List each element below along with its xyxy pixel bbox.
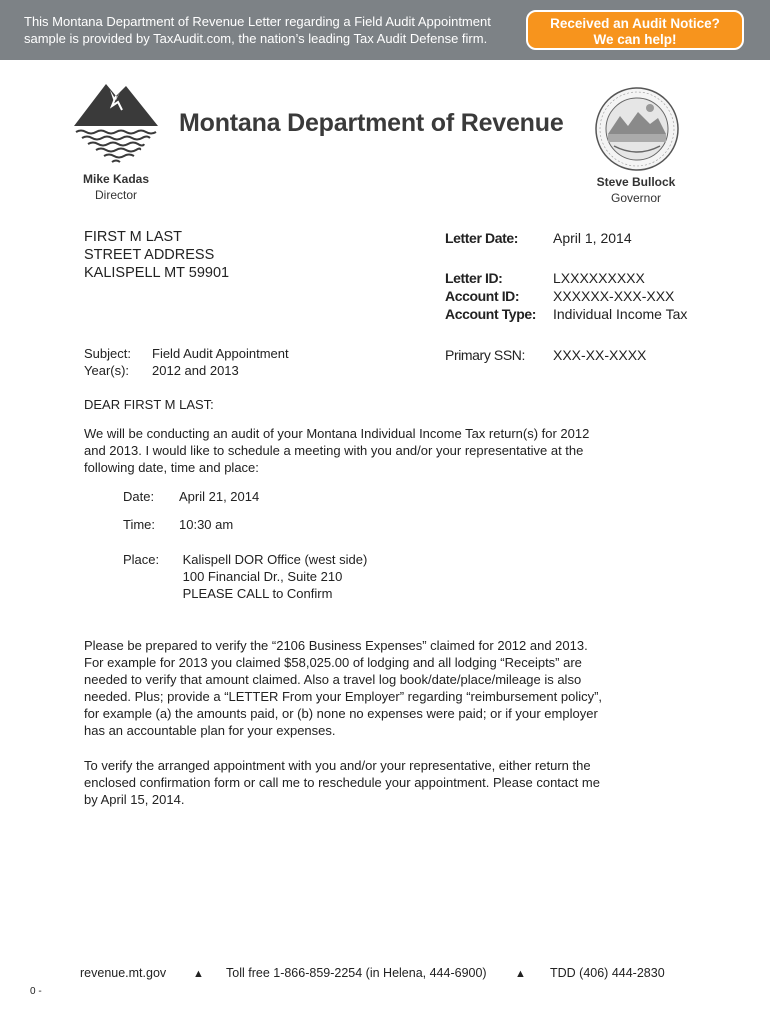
- subject-value: Field Audit Appointment: [152, 346, 289, 361]
- recipient-name: FIRST M LAST: [84, 229, 183, 245]
- subject-label: Subject:: [84, 346, 131, 361]
- mountain-water-logo-icon: [70, 80, 162, 166]
- account-id-row: [445, 288, 674, 304]
- expenses-paragraph: [84, 637, 684, 739]
- appointment-date-row: [123, 488, 259, 505]
- intro-line: We will be conducting an audit of your Montana Individual Income Tax return(s) for 2012: [84, 426, 590, 441]
- triangle-icon: ▲: [193, 968, 204, 980]
- letter-id-label: Letter ID:: [445, 270, 503, 286]
- primary-ssn-label: Primary SSN:: [445, 347, 525, 363]
- banner-line-2: sample is provided by TaxAudit.com, the nation’s leading Tax Audit Defense firm.: [24, 31, 488, 46]
- primary-ssn-row: [445, 347, 646, 363]
- letter-date-row: [445, 230, 632, 246]
- years-value: 2012 and 2013: [152, 363, 239, 378]
- closing-paragraph: [84, 757, 684, 808]
- body-line: has an accountable plan for your expenses.: [84, 723, 336, 738]
- place-line: 100 Financial Dr., Suite 210: [182, 569, 343, 584]
- letter-date-value: April 1, 2014: [553, 230, 632, 246]
- subject-block: [84, 345, 289, 379]
- body-line: Please be prepared to verify the “2106 Business Expenses” claimed for 2012 and 2013.: [84, 638, 588, 653]
- recipient-address: [84, 228, 229, 282]
- appointment-date-value: April 21, 2014: [179, 489, 260, 504]
- place-line: PLEASE CALL to Confirm: [182, 586, 333, 601]
- banner-text: [24, 13, 504, 47]
- governor-name: Steve Bullock: [596, 175, 676, 189]
- recipient-street: STREET ADDRESS: [84, 247, 215, 263]
- salutation: DEAR FIRST M LAST:: [84, 397, 214, 412]
- recipient-city: KALISPELL MT 59901: [84, 265, 230, 281]
- promo-banner: [0, 0, 770, 60]
- appointment-place-row: [123, 551, 367, 602]
- intro-line: following date, time and place:: [84, 460, 259, 475]
- director-name: Mike Kadas: [82, 172, 150, 186]
- footer-tollfree: Toll free 1-866-859-2254 (in Helena, 444-6900): [226, 966, 487, 980]
- appointment-time-value: 10:30 am: [179, 517, 234, 532]
- account-type-label: Account Type:: [445, 306, 536, 322]
- appointment-time-label: Time:: [123, 517, 156, 532]
- governor-block: [586, 175, 686, 205]
- director-block: [76, 172, 156, 202]
- intro-line: and 2013. I would like to schedule a meeting with you and/or your representative at the: [84, 443, 584, 458]
- montana-state-seal-icon: [594, 86, 680, 172]
- director-role: Director: [94, 188, 137, 202]
- account-type-value: Individual Income Tax: [553, 306, 688, 322]
- page-number: 0 -: [30, 986, 42, 997]
- footer-website: revenue.mt.gov: [80, 966, 167, 980]
- account-id-label: Account ID:: [445, 288, 520, 304]
- letter-id-value: LXXXXXXXXX: [553, 270, 645, 286]
- primary-ssn-value: XXX-XX-XXXX: [553, 347, 647, 363]
- letter-id-row: [445, 270, 645, 286]
- cta-line-1: Received an Audit Notice?: [550, 16, 720, 31]
- place-line: Kalispell DOR Office (west side): [182, 552, 368, 567]
- audit-help-button[interactable]: [526, 10, 744, 50]
- years-label: Year(s):: [84, 363, 130, 378]
- triangle-icon: ▲: [515, 968, 526, 980]
- cta-line-2: We can help!: [593, 32, 677, 47]
- appointment-date-label: Date:: [123, 489, 155, 504]
- footer-tdd: TDD (406) 444-2830: [550, 966, 665, 980]
- banner-line-1: This Montana Department of Revenue Letter regarding a Field Audit Appointment: [24, 14, 491, 29]
- closing-line: by April 15, 2014.: [84, 792, 185, 807]
- closing-line: To verify the arranged appointment with you and/or your representative, either return the: [84, 758, 591, 773]
- body-line: needed. Plus; provide a “LETTER From your Employer” regarding “reimbursement policy”,: [84, 689, 603, 704]
- governor-role: Governor: [610, 191, 662, 205]
- body-line: for example (a) the amounts paid, or (b) none no expenses were paid; or if your employer: [84, 706, 598, 721]
- appointment-place-label: Place:: [123, 552, 160, 567]
- letter-date-label: Letter Date:: [445, 230, 518, 246]
- appointment-time-row: [123, 516, 233, 533]
- account-type-row: [445, 306, 687, 322]
- account-id-value: XXXXXX-XXX-XXX: [553, 288, 675, 304]
- intro-paragraph: [84, 425, 684, 476]
- appointment-place-value: [183, 551, 368, 602]
- closing-line: enclosed confirmation form or call me to reschedule your appointment. Please contact me: [84, 775, 600, 790]
- body-line: For example for 2013 you claimed $58,025.00 of lodging and all lodging “Receipts” are: [84, 655, 582, 670]
- department-title: Montana Department of Revenue: [179, 109, 564, 137]
- body-line: needed to verify that amount claimed. Also a travel log book/date/place/mileage is also: [84, 672, 582, 687]
